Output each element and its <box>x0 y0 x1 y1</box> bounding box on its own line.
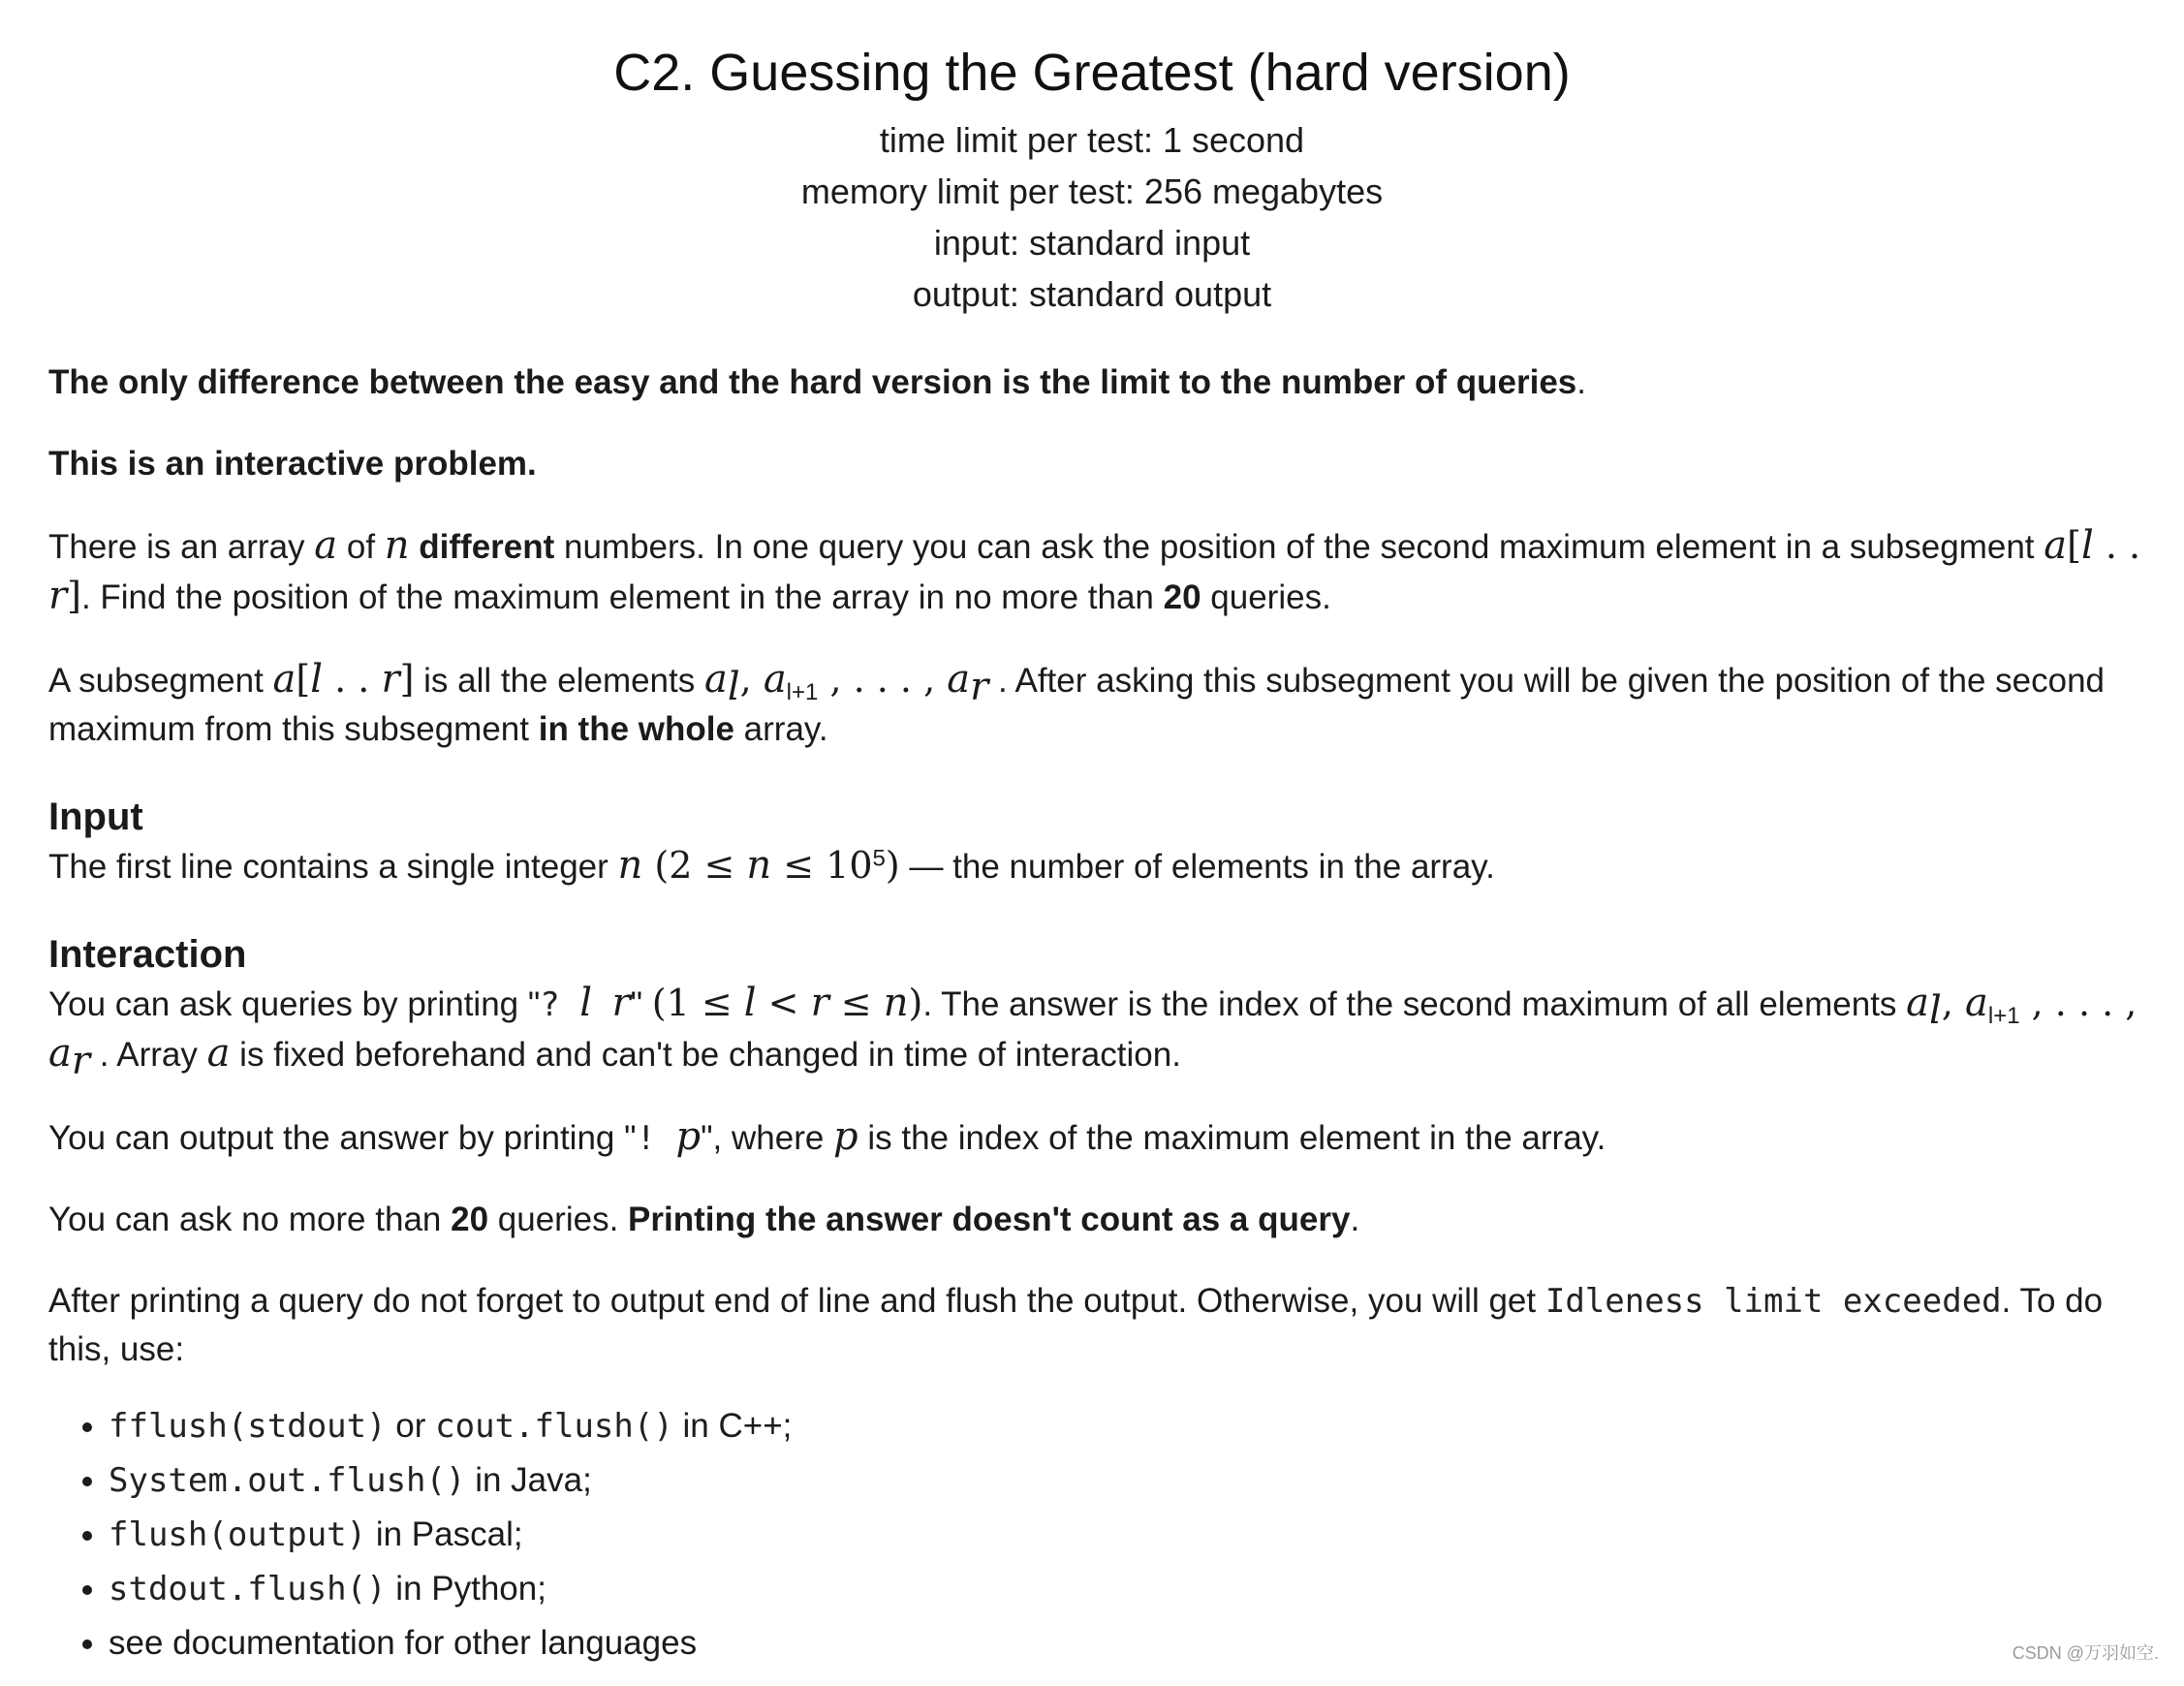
legend-paragraph-1: There is an array a of n different numbers. In one query you can ask the position of the second maximum element in a subsegment a[l . . r]. Find the position of the maximum element in the array in no more than 20 queries. <box>48 523 2141 618</box>
list-item: • see documentation for other languages <box>109 1616 2161 1670</box>
problem-header <box>0 37 2184 320</box>
list-item: • System.out.flush() in Java; <box>109 1453 2161 1508</box>
interaction-paragraph-4: After printing a query do not forget to output end of line and flush the output. Otherwise, you will get Idleness limit exceeded. To do this, use: <box>48 1282 2104 1368</box>
flush-list <box>48 1399 2161 1670</box>
interaction-paragraph-1: You can ask queries by printing "? l r" (1 ≤ l < r ≤ n). The answer is the index of the second maximum of all elements $a_l$, $a_{l+1}$ , . . . , $a_r$ . Array a is fixed beforehand and can't be changed in time of interaction. <box>48 981 2137 1083</box>
watermark: CSDN @万羽如空. <box>2012 1643 2159 1663</box>
input-paragraph: The first line contains a single integer n $(2 \le n \le 10^5)$ — the number of elements in the array. <box>48 843 1495 888</box>
difference-note: The only difference between the easy and the hard version is the limit to the number of queries. <box>48 363 1587 401</box>
list-item: • stdout.flush() in Python; <box>109 1562 2161 1616</box>
output-spec: output: standard output <box>912 274 1272 314</box>
list-item: • fflush(stdout) or cout.flush() in C++; <box>109 1399 2161 1453</box>
problem-statement <box>48 359 2161 1670</box>
interactive-note: This is an interactive problem. <box>48 445 537 483</box>
interaction-heading: Interaction <box>48 933 247 976</box>
list-item: • flush(output) in Pascal; <box>109 1508 2161 1562</box>
interaction-paragraph-2: You can output the answer by printing "! p", where p is the index of the maximum element in the array. <box>48 1114 1607 1159</box>
interaction-paragraph-3: You can ask no more than 20 queries. Printing the answer doesn't count as a query. <box>48 1201 1360 1238</box>
input-spec: input: standard input <box>933 223 1251 263</box>
input-heading: Input <box>48 796 143 838</box>
time-limit: time limit per test: 1 second <box>879 120 1305 160</box>
memory-limit: memory limit per test: 256 megabytes <box>800 172 1384 211</box>
problem-title: C2. Guessing the Greatest (hard version) <box>613 44 1571 102</box>
legend-paragraph-2: A subsegment a[l . . r] is all the elements $a_l$, $a_{l+1}$ , . . . , $a_r$ . After asking this subsegment you will be given the position of the second maximum from this subsegment in the whole array. <box>48 657 2106 748</box>
